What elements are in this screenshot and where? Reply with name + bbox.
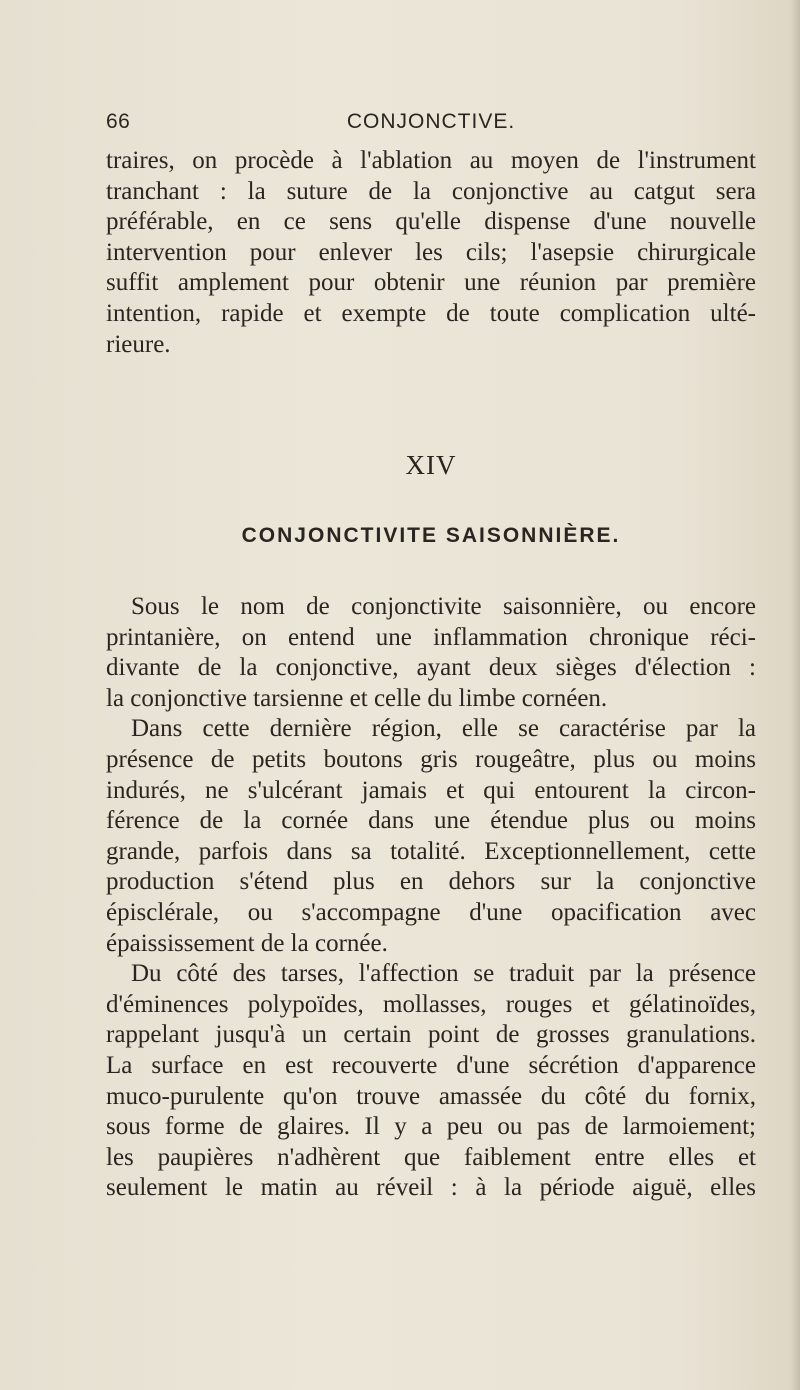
text-line: production s'étend plus en dehors sur la conjonctive <box>106 868 756 896</box>
text-line: La surface en est recouverte d'une sécrétion d'apparence <box>106 1051 756 1079</box>
section-title: CONJONCTIVITE SAISONNIÈRE. <box>241 524 621 547</box>
text-line: divante de la conjonctive, ayant deux sièges d'élection : <box>106 654 756 682</box>
page-header <box>106 110 756 138</box>
page-edge-shadow <box>790 0 800 1390</box>
continued-paragraph <box>106 146 756 360</box>
text-line: tranchant : la suture de la conjonctive au catgut sera <box>106 177 756 205</box>
text-line: Du côté des tarses, l'affection se traduit par la présence <box>131 960 756 988</box>
text-line: rieure. <box>106 330 171 358</box>
page-number: 66 <box>106 110 131 133</box>
text-line: préférable, en ce sens qu'elle dispense d'une nouvelle <box>106 208 756 236</box>
text-line: férence de la cornée dans une étendue plus ou moins <box>106 807 756 835</box>
text-line: Dans cette dernière région, elle se caractérise par la <box>131 715 756 743</box>
text-line: suffit amplement pour obtenir une réunion par première <box>106 269 756 297</box>
text-line: traires, on procède à l'ablation au moyen de l'instrument <box>106 147 756 174</box>
text-line: épaississement de la cornée. <box>106 929 388 957</box>
text-line: sous forme de glaires. Il y a peu ou pas de larmoiement; <box>106 1113 756 1141</box>
section-body <box>106 592 756 1204</box>
text-line: intervention pour enlever les cils; l'asepsie chirurgicale <box>106 238 756 266</box>
section-number: XIV <box>405 450 457 480</box>
text-line: les paupières n'adhèrent que faiblement entre elles et <box>106 1143 756 1171</box>
text-line: intention, rapide et exempte de toute complication ulté- <box>106 299 756 327</box>
text-line: rappelant jusqu'à un certain point de grosses granulations. <box>106 1021 756 1049</box>
text-line: seulement le matin au réveil : à la période aiguë, elles <box>106 1174 756 1202</box>
text-line: la conjonctive tarsienne et celle du limbe cornéen. <box>106 684 608 712</box>
text-line: présence de petits boutons gris rougeâtre, plus ou moins <box>106 745 756 773</box>
text-line: d'éminences polypoïdes, mollasses, rouges et gélatinoïdes, <box>106 990 756 1018</box>
text-line: indurés, ne s'ulcérant jamais et qui entourent la circon- <box>106 776 756 804</box>
text-line: muco-purulente qu'on trouve amassée du côté du fornix, <box>106 1082 756 1110</box>
running-head: CONJONCTIVE. <box>346 110 516 133</box>
text-line: épisclérale, ou s'accompagne d'une opacification avec <box>106 898 756 926</box>
text-line: printanière, on entend une inflammation chronique réci- <box>106 623 756 651</box>
text-line: grande, parfois dans sa totalité. Exceptionnellement, cette <box>106 837 756 865</box>
text-line: Sous le nom de conjonctivite saisonnière, ou encore <box>131 593 756 620</box>
